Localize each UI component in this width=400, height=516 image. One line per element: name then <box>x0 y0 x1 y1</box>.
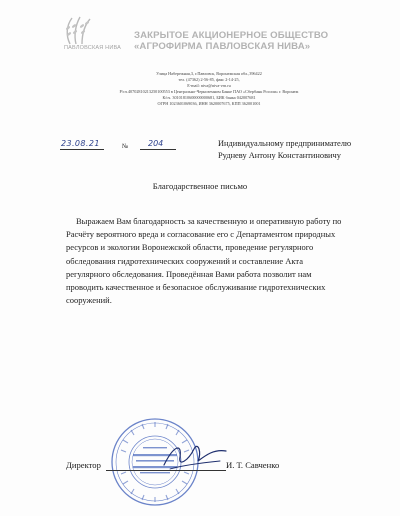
body-line: сооружений. <box>66 295 112 306</box>
letter-body <box>66 215 364 307</box>
body-line: Выражаем Вам благодарность за качественную и оперативную работу по <box>76 216 342 226</box>
body-line: обследования гидротехнических сооружений и составление Акта <box>66 255 303 266</box>
outgoing-date: 23.08.21 <box>61 139 100 148</box>
addressee-line2: Рудневу Антону Константиновичу <box>218 150 341 160</box>
company-name-line2: «АГРОФИРМА ПАВЛОВСКАЯ НИВА» <box>134 41 311 52</box>
company-name-line1: ЗАКРЫТОЕ АКЦИОНЕРНОЕ ОБЩЕСТВО <box>134 30 329 41</box>
body-line: ресурсов и экологии Воронежской области, проведение регулярного <box>66 242 314 253</box>
signer-role: Директор <box>66 460 101 470</box>
outgoing-number-value: 204 <box>148 139 164 148</box>
body-line: проводить качественное и безопасное обслуживание гидротехнических <box>66 282 326 293</box>
letter-title: Благодарственное письмо <box>152 181 248 191</box>
contact-line: К/сч. 30101810600000000681, БИК банка 042007681 <box>162 95 256 100</box>
date-underline <box>60 149 104 150</box>
contact-line: E-mail: niva@niva-vrn.ru <box>187 83 231 88</box>
contact-line: тел. (47362) 2-56-85, факс 2-14-25, <box>178 77 240 82</box>
number-underline <box>140 149 176 150</box>
number-sign: № <box>122 143 129 150</box>
company-contacts <box>84 71 334 107</box>
body-line: Расчёту вероятного вреда и согласование его с Департаментом природных <box>66 229 336 240</box>
signature-block <box>66 460 366 474</box>
signature-underline <box>106 470 226 471</box>
signer-name: И. Т. Савченко <box>226 460 280 470</box>
company-name <box>134 30 384 52</box>
contact-line: Улица Набережная,3, г.Павловск, Воронежская обл.,396422 <box>156 71 262 76</box>
body-line: регулярного обследования. Проведённая Вами работа позволит нам <box>66 268 312 279</box>
contact-line: ОГРН 1023601069036, ИНН 3620007675, КПП 362001001 <box>157 101 261 106</box>
contact-line: Р/сч.40702810213250100553 в Центрально-Черноземном Банке ПАО «Сбербанк России» г. Воронеж <box>119 89 299 94</box>
logo-label: ПАВЛОВСКАЯ НИВА <box>64 45 122 51</box>
outgoing-number <box>60 139 180 155</box>
addressee <box>218 138 393 161</box>
addressee-line1: Индивидуальному предпринимателю <box>218 139 352 148</box>
